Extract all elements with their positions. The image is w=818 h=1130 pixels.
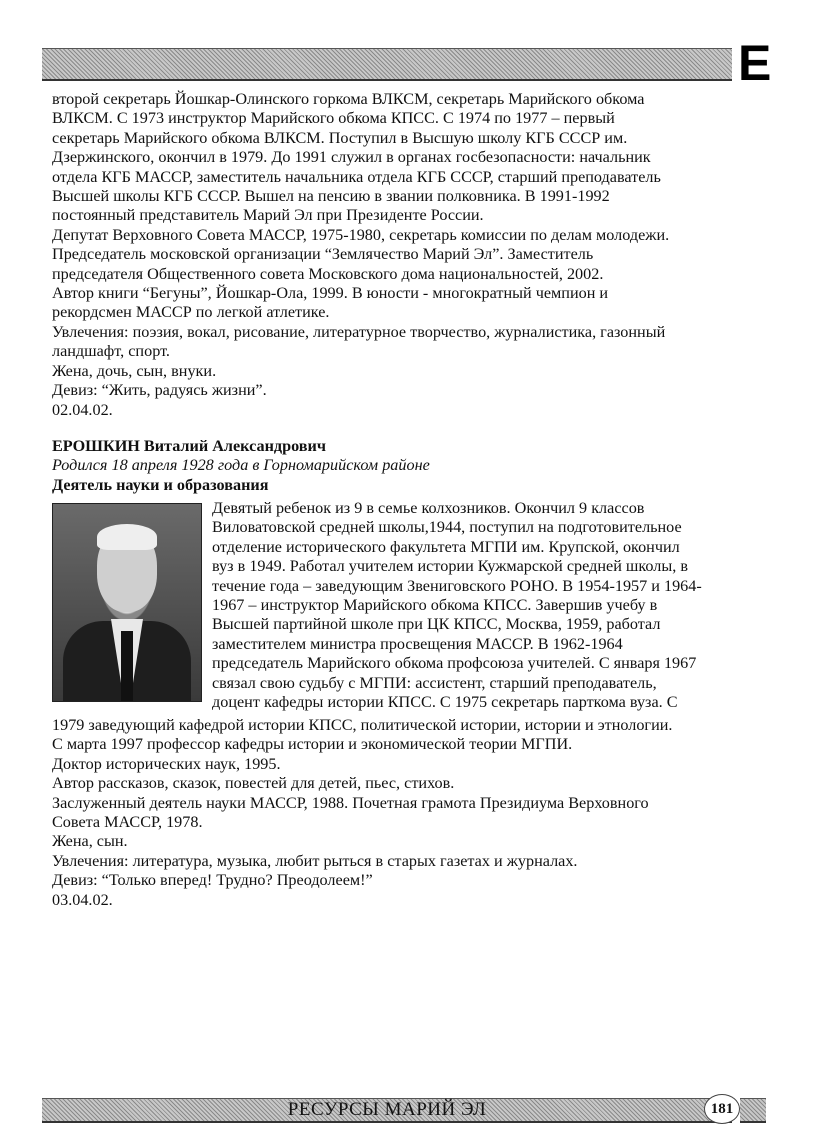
entry2-text-beside-photo [212, 499, 702, 712]
text-line: рекордсмен МАССР по легкой атлетике. [52, 303, 330, 322]
text-line: Дзержинского, окончил в 1979. До 1991 служил в органах госбезопасности: начальник [52, 148, 651, 167]
text-line: связал свою судьбу с МГПИ: ассистент, старший преподаватель, [212, 673, 657, 692]
text-line: отделение исторического факультета МГПИ им. Крупской, окончил [212, 537, 680, 556]
footer-bar [42, 1098, 732, 1123]
text-line: ВЛКСМ. С 1973 инструктор Марийского обкома КПСС. С 1974 по 1977 – первый [52, 109, 615, 128]
text-line: Высшей партийной школе при ЦК КПСС, Москва, 1959, работал [212, 615, 661, 634]
text-line: Жена, сын. [52, 832, 128, 851]
text-line: вуз в 1949. Работал учителем истории Кужмарской средней школы, в [212, 557, 688, 576]
text-line: течение года – заведующим Звениговского РОНО. В 1954-1957 и 1964- [212, 576, 702, 595]
text-line: постоянный представитель Марий Эл при Президенте России. [52, 206, 484, 225]
text-line: председатель Марийского обкома профсоюза учителей. С января 1967 [212, 654, 697, 673]
text-line: ландшафт, спорт. [52, 342, 170, 361]
footer-title: РЕСУРСЫ МАРИЙ ЭЛ [287, 1099, 487, 1120]
text-line: Увлечения: литература, музыка, любит рыться в старых газетах и журналах. [52, 851, 578, 870]
section-letter: Е [738, 35, 772, 91]
text-line: председателя Общественного совета Московского дома национальностей, 2002. [52, 264, 604, 283]
text-line: доцент кафедры истории КПСС. С 1975 секретарь парткома вуза. С [212, 693, 678, 712]
birth-info: Родился 18 апреля 1928 года в Горномарийском районе [52, 456, 430, 475]
text-line: Высшей школы КГБ СССР. Вышел на пенсию в звании полковника. В 1991-1992 [52, 187, 610, 206]
text-line: второй секретарь Йошкар-Олинского горкома ВЛКСМ, секретарь Марийского обкома [52, 90, 645, 108]
header-decorative-bar [42, 48, 732, 81]
text-line: С марта 1997 профессор кафедры истории и экономической теории МГПИ. [52, 735, 573, 754]
text-line: Жена, дочь, сын, внуки. [52, 361, 217, 380]
text-line: секретарь Марийского обкома ВЛКСМ. Поступил в Высшую школу КГБ СССР им. [52, 128, 628, 147]
entry1-text [52, 90, 669, 420]
entry2-heading [52, 437, 430, 495]
text-line: 1967 – инструктор Марийского обкома КПСС. Завершив учебу в [212, 596, 658, 615]
text-line: Девятый ребенок из 9 в семье колхозников. Окончил 9 классов [212, 499, 645, 517]
text-line: Девиз: “Только вперед! Трудно? Преодолеем!” [52, 871, 373, 890]
portrait-photo [52, 503, 202, 702]
text-line: Доктор исторических наук, 1995. [52, 754, 281, 773]
entry2-text-full [52, 716, 672, 910]
text-line: Автор рассказов, сказок, повестей для детей, пьес, стихов. [52, 774, 455, 793]
footer-bar-end [740, 1098, 766, 1123]
person-role: Деятель науки и образования [52, 475, 269, 494]
text-line: Увлечения: поэзия, вокал, рисование, литературное творчество, журналистика, газонный [52, 322, 666, 341]
text-line: 03.04.02. [52, 890, 113, 909]
text-line: Председатель московской организации “Землячество Марий Эл”. Заместитель [52, 245, 594, 264]
text-line: Автор книги “Бегуны”, Йошкар-Ола, 1999. В юности - многократный чемпион и [52, 284, 609, 303]
page-number: 181 [704, 1094, 740, 1124]
text-line: 1979 заведующий кафедрой истории КПСС, политической истории, истории и этнологии. [52, 716, 673, 734]
text-line: Заслуженный деятель науки МАССР, 1988. Почетная грамота Президиума Верховного [52, 793, 649, 812]
text-line: Депутат Верховного Совета МАССР, 1975-1980, секретарь комиссии по делам молодежи. [52, 225, 670, 244]
text-line: 02.04.02. [52, 400, 113, 419]
text-line: заместителем министра просвещения МАССР. В 1962-1964 [212, 634, 623, 653]
text-line: Совета МАССР, 1978. [52, 813, 203, 832]
person-name: ЕРОШКИН Виталий Александрович [52, 437, 326, 455]
text-line: Виловатовской средней школы,1944, поступил на подготовительное [212, 518, 682, 537]
text-line: отдела КГБ МАССР, заместитель начальника отдела КГБ СССР, старший преподаватель [52, 167, 661, 186]
text-line: Девиз: “Жить, радуясь жизни”. [52, 381, 267, 400]
